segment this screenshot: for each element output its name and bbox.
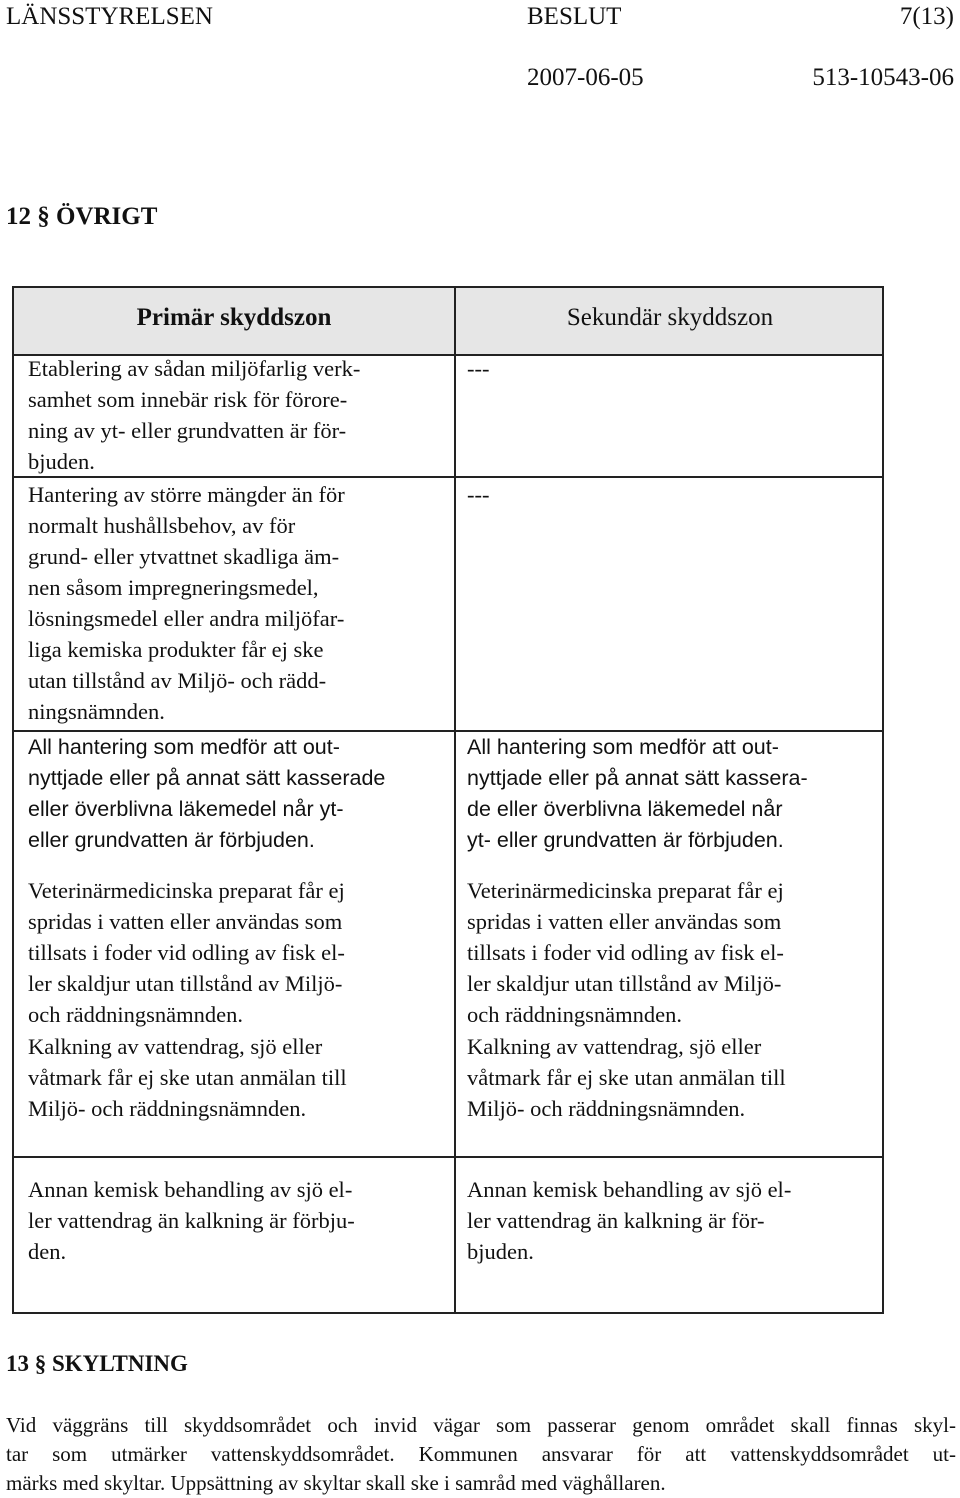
paragraph-line: Vid väggräns till skyddsområdet och invid vägar som passerar genom området skall finnas skyl-: [6, 1413, 956, 1437]
column-divider: [454, 288, 456, 1312]
table-cell-secondary-6: Annan kemisk behandling av sjö el- ler vattendrag än kalkning är för- bjuden.: [467, 1177, 792, 1264]
section-symbol: §: [34, 1351, 47, 1376]
row-divider: [14, 1156, 884, 1158]
section-number: 13: [6, 1351, 29, 1376]
document-date: 2007-06-05: [527, 64, 644, 91]
section-12-heading: [6, 203, 157, 231]
table-cell-secondary-3: All hantering som medför att out- nyttjade eller på annat sätt kassera- de eller överblivna läkemedel når yt- eller grundvatten är förbjuden.: [467, 735, 808, 852]
section-13-paragraph: [6, 1411, 956, 1498]
table-cell-primary-6: Annan kemisk behandling av sjö el- ler vattendrag än kalkning är förbju- den.: [28, 1177, 355, 1264]
paragraph-line: märks med skyltar. Uppsättning av skyltar skall ske i samråd med väghållaren.: [6, 1471, 666, 1495]
table-cell-primary-1: Etablering av sådan miljöfarlig verk- samhet som innebär risk för förore- ning av yt- eller grundvatten är för- bjuden.: [28, 356, 361, 474]
section-13-heading: [6, 1351, 188, 1377]
table-cell-primary-5: Kalkning av vattendrag, sjö eller våtmark får ej ske utan anmälan till Miljö- och räddningsnämnden.: [28, 1034, 347, 1121]
table-cell-secondary-5: Kalkning av vattendrag, sjö eller våtmark får ej ske utan anmälan till Miljö- och räddningsnämnden.: [467, 1034, 786, 1121]
table-cell-primary-2: Hantering av större mängder än för normalt hushållsbehov, av för grund- eller ytvattnet skadliga äm- nen såsom impregneringsmedel, lösningsmedel eller andra miljöfar- liga kemiska produkter får ej ske utan tillstånd av Miljö- och rädd- ningsnämnden.: [28, 482, 345, 724]
organization-name: LÄNSSTYRELSEN: [6, 3, 213, 30]
page-number: 7(13): [899, 3, 954, 30]
table-cell-secondary-2: ---: [467, 482, 490, 507]
section-title: ÖVRIGT: [56, 203, 158, 230]
column-header-primary: Primär skyddszon: [136, 304, 332, 331]
table-cell-primary-3: All hantering som medför att out- nyttjade eller på annat sätt kasserade eller överblivna läkemedel når yt- eller grundvatten är förbjuden.: [28, 735, 386, 852]
section-number: 12: [6, 203, 31, 230]
section-symbol: §: [37, 203, 50, 230]
document-type: BESLUT: [527, 3, 622, 30]
column-header-secondary: Sekundär skyddszon: [566, 304, 774, 331]
section-title: SKYLTNING: [52, 1351, 188, 1376]
table-cell-secondary-4: Veterinärmedicinska preparat får ej spridas i vatten eller användas som tillsats i foder vid odling av fisk el- ler skaldjur utan tillstånd av Miljö- och räddningsnämnden.: [467, 878, 784, 1027]
table-cell-secondary-1: ---: [467, 356, 490, 381]
reference-number: 513-10543-06: [812, 64, 954, 91]
paragraph-line: tar som utmärker vattenskyddsområdet. Kommunen ansvarar för att vattenskyddsområdet ut-: [6, 1442, 956, 1466]
table-cell-primary-4: Veterinärmedicinska preparat får ej spridas i vatten eller användas som tillsats i foder vid odling av fisk el- ler skaldjur utan tillstånd av Miljö- och räddningsnämnden.: [28, 878, 345, 1027]
